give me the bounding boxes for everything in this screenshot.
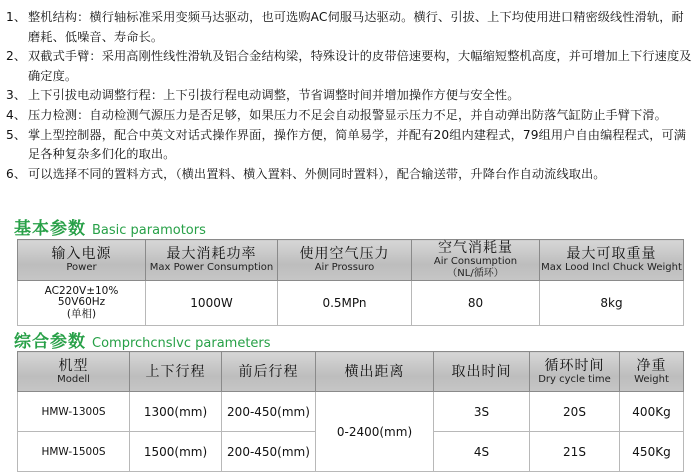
basic-title-en: Basic paramotors — [92, 223, 206, 238]
combo-params-title — [14, 327, 271, 352]
cell-air-pressure: 0.5MPn — [278, 281, 412, 326]
header-front-back-stroke: 前后行程 — [222, 352, 316, 392]
header-lateral-distance: 横出距离 — [316, 352, 434, 392]
feature-number: 1、 — [6, 10, 27, 24]
table-header-row — [18, 240, 684, 281]
cell-weight: 450Kg — [620, 432, 684, 472]
table-row — [18, 392, 684, 432]
header-max-load: 最大可取重量 Max Lood Incl Chuck Weight — [540, 240, 684, 281]
feature-number: 4、 — [6, 107, 27, 122]
feature-item — [6, 126, 696, 165]
cell-front-back: 200-450(mm) — [222, 432, 316, 472]
table-header-row — [18, 352, 684, 392]
cell-cycle: 21S — [530, 432, 620, 472]
feature-list — [6, 8, 696, 184]
cell-power: AC220V±10% 50V60Hz (单相) — [18, 281, 146, 326]
cell-cycle: 20S — [530, 392, 620, 432]
feature-number: 6、 — [6, 166, 27, 181]
cell-model: HMW-1300S — [18, 392, 130, 432]
feature-item — [6, 47, 696, 86]
cell-weight: 400Kg — [620, 392, 684, 432]
basic-params-table — [17, 239, 684, 326]
feature-text: 上下引拔电动调整行程：上下引拔行程电动调整，节省调整时间并增加操作方便与安全性。 — [28, 88, 520, 103]
cell-front-back: 200-450(mm) — [222, 392, 316, 432]
cell-vertical: 1300(mm) — [130, 392, 222, 432]
header-power: 输入电源 Power — [18, 240, 146, 281]
feature-text: 压力检测：自动检测气源压力是否足够，如果压力不足会自动报警显示压力不足，并自动弹出防落气缸防止手臂下滑。 — [28, 107, 667, 122]
table-row — [18, 281, 684, 326]
header-cycle-time: 循环时间 Dry cycle time — [530, 352, 620, 392]
header-weight: 净重 Weight — [620, 352, 684, 392]
feature-number: 3、 — [6, 88, 27, 103]
cell-takeout: 3S — [434, 392, 530, 432]
combo-params-table — [17, 351, 684, 472]
feature-text: 双截式手臂：采用高刚性线性滑轨及铝合金结构梁，特殊设计的皮带倍速要构，大幅缩短整机高度，并可增加上下行速度及确定度。 — [28, 49, 692, 83]
feature-text: 掌上型控制器，配合中英文对话式操作界面，操作方便，简单易学，并配有20组内建程式，79组用户自由编程程式，可满足各种复杂多们化的取出。 — [28, 127, 687, 162]
header-takeout-time: 取出时间 — [434, 352, 530, 392]
cell-power-consumption: 1000W — [146, 281, 278, 326]
combo-title-zh: 综合参数 — [14, 332, 86, 352]
feature-item — [6, 165, 696, 185]
basic-params-title — [14, 214, 206, 239]
header-air-consumption: 空气消耗量 Air Consumption （NL/循环） — [412, 240, 540, 281]
cell-lateral-distance: 0-2400(mm) — [316, 392, 434, 472]
cell-takeout: 4S — [434, 432, 530, 472]
feature-item — [6, 8, 696, 47]
feature-item — [6, 106, 696, 126]
feature-text: 整机结构：横行轴标准采用变频马达驱动，也可选购AC伺服马达驱动。横行、引拔、上下均使用进口精密级线性滑轨，耐磨耗、低噪音、寿命长。 — [28, 10, 684, 44]
header-vertical-stroke: 上下行程 — [130, 352, 222, 392]
header-power-consumption: 最大消耗功率 Max Power Consumption — [146, 240, 278, 281]
cell-vertical: 1500(mm) — [130, 432, 222, 472]
cell-max-load: 8kg — [540, 281, 684, 326]
cell-model: HMW-1500S — [18, 432, 130, 472]
combo-title-en: Comprchcnslvc parameters — [92, 336, 271, 351]
feature-text: 可以选择不同的置料方式，（横出置料、横入置料、外侧同时置料），配合输送带，升降台作自动流线取出。 — [28, 166, 606, 181]
feature-number: 2、 — [6, 49, 27, 64]
basic-title-zh: 基本参数 — [14, 219, 86, 239]
header-air-pressure: 使用空气压力 Air Prossuro — [278, 240, 412, 281]
feature-item — [6, 86, 696, 106]
cell-air-consumption: 80 — [412, 281, 540, 326]
feature-number: 5、 — [6, 127, 27, 142]
header-model: 机型 Modell — [18, 352, 130, 392]
